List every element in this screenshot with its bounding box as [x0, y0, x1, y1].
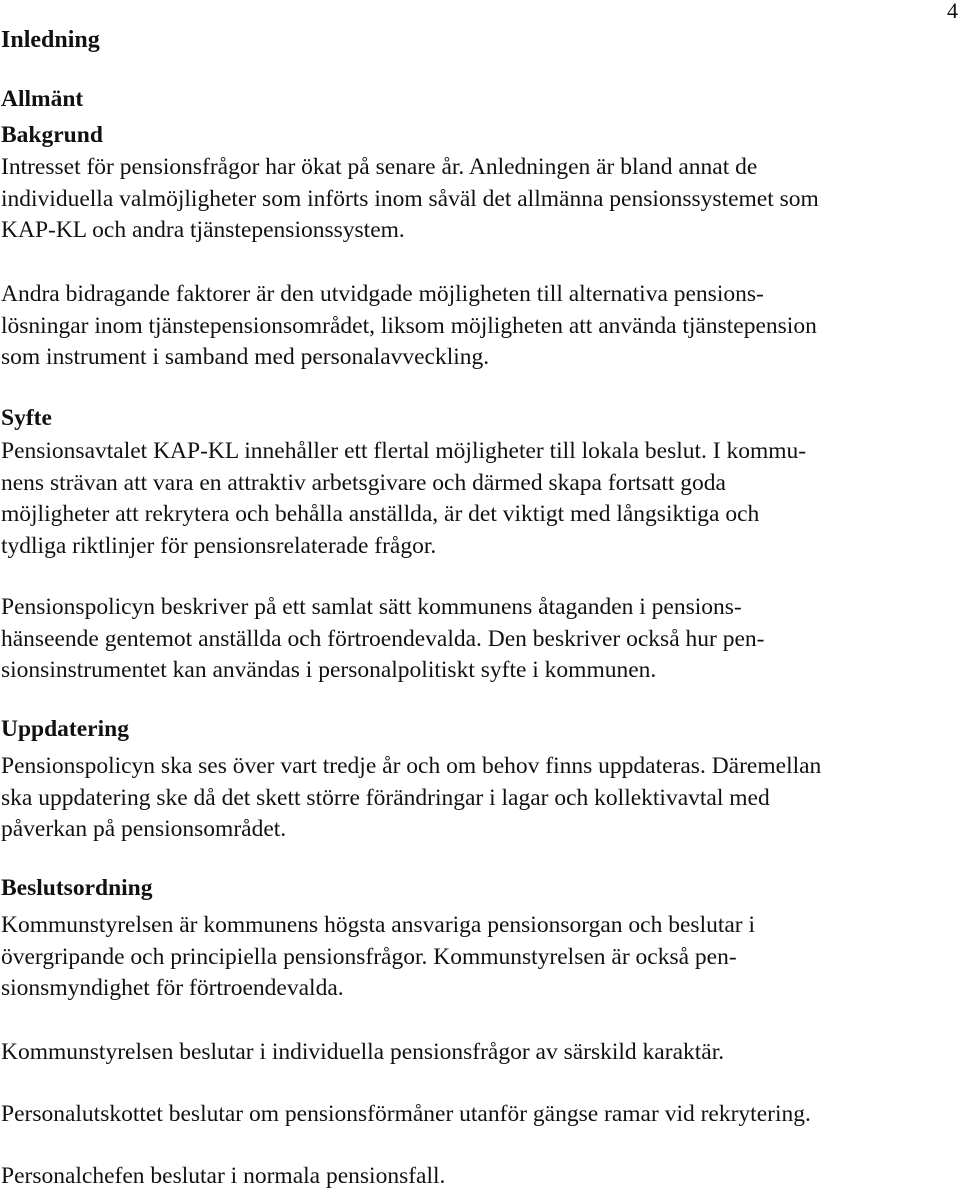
text-line: Pensionspolicyn beskriver på ett samlat sätt kommunens åtaganden i pensions- [1, 594, 742, 620]
text-line: Kommunstyrelsen beslutar i individuella pensionsfrågor av särskild karaktär. [1, 1039, 725, 1065]
text-line: Pensionsavtalet KAP-KL innehåller ett flertal möjligheter till lokala beslut. I kommu- [1, 438, 807, 464]
text-line: nens strävan att vara en attraktiv arbetsgivare och därmed skapa fortsatt goda [1, 469, 726, 496]
paragraph-beslutsordning-3 [1, 1099, 811, 1131]
text-line: Pensionspolicyn ska ses över vart tredje år och om behov finns uppdateras. Däremellan [1, 753, 822, 779]
text-line: KAP-KL och andra tjänstepensionssystem. [1, 217, 405, 243]
text-line: sionsinstrumentet kan användas i personalpolitiskt syfte i kommunen. [1, 657, 657, 683]
paragraph-beslutsordning-1 [1, 910, 755, 1005]
text-line: möjligheter att rekrytera och behålla anställda, är det viktigt med långsiktiga och [1, 501, 760, 527]
text-line: Kommunstyrelsen är kommunens högsta ansvariga pensionsorgan och beslutar i [1, 912, 756, 938]
page-title: Inledning [1, 27, 100, 53]
paragraph-uppdatering-1 [1, 751, 821, 846]
text-line: individuella valmöjligheter som införts inom såväl det allmänna pensionssystemet som [1, 185, 819, 212]
heading-allmant: Allmänt [1, 86, 84, 112]
text-line: som instrument i samband med personalavveckling. [1, 344, 490, 370]
text-line: hänseende gentemot anställda och förtroendevalda. Den beskriver också hur pen- [1, 625, 765, 652]
heading-beslutsordning: Beslutsordning [1, 875, 153, 901]
paragraph-syfte-2 [1, 592, 764, 687]
paragraph-bakgrund-1 [1, 152, 819, 247]
text-line: lösningar inom tjänstepensionsområdet, liksom möjligheten att använda tjänstepension [1, 312, 817, 339]
heading-uppdatering: Uppdatering [1, 716, 129, 742]
text-line: påverkan på pensionsområdet. [1, 816, 287, 842]
text-line: sionsmyndighet för förtroendevalda. [1, 975, 344, 1001]
page-number: 4 [947, 0, 958, 23]
paragraph-bakgrund-2 [1, 279, 817, 374]
text-line: Intresset för pensionsfrågor har ökat på senare år. Anledningen är bland annat de [1, 154, 758, 180]
text-line: övergripande och principiella pensionsfrågor. Kommunstyrelsen är också pen- [1, 943, 737, 970]
paragraph-syfte-1 [1, 436, 806, 562]
text-line: Personalchefen beslutar i normala pensionsfall. [1, 1163, 446, 1189]
heading-syfte: Syfte [1, 405, 52, 431]
text-line: Personalutskottet beslutar om pensionsförmåner utanför gängse ramar vid rekrytering. [1, 1101, 811, 1127]
text-line: tydliga riktlinjer för pensionsrelaterade frågor. [1, 532, 437, 559]
paragraph-beslutsordning-2 [1, 1037, 724, 1069]
heading-bakgrund: Bakgrund [1, 122, 103, 148]
text-line: Andra bidragande faktorer är den utvidgade möjligheten till alternativa pensions- [1, 281, 764, 307]
paragraph-beslutsordning-4 [1, 1161, 445, 1193]
text-line: ska uppdatering ske då det skett större förändringar i lagar och kollektivavtal med [1, 784, 770, 811]
